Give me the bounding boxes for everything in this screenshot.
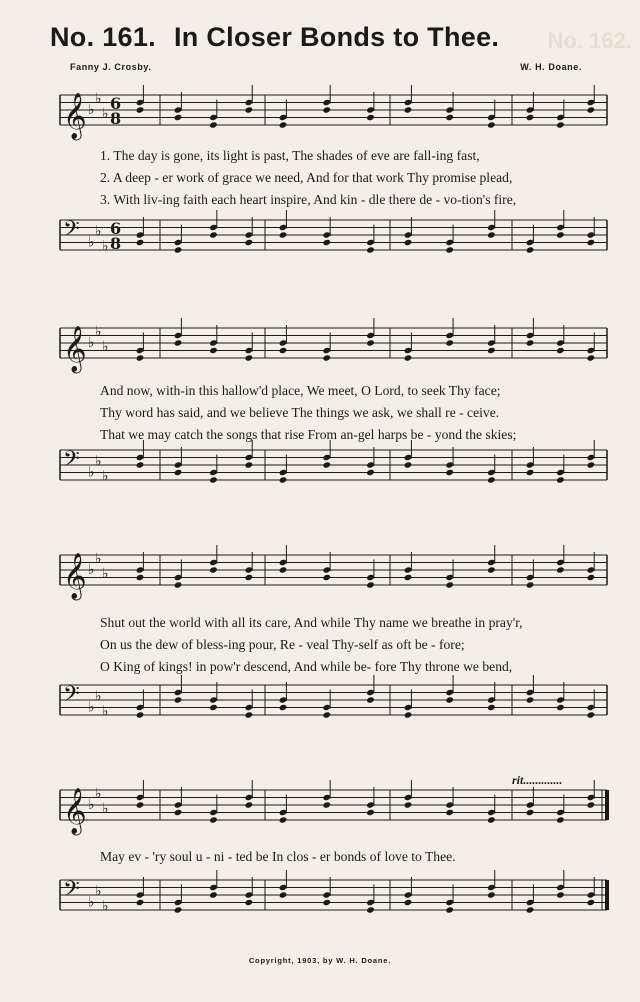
svg-text:6: 6 [110,94,122,113]
svg-text:♭: ♭ [95,453,102,470]
svg-text:8: 8 [110,109,122,128]
staff-lines [60,328,607,358]
bleed-through-text: No. 162. [547,28,632,53]
note-heads [136,545,595,589]
svg-text:♭: ♭ [102,565,109,582]
bass-clef-icon: 𝄢 [63,217,80,247]
lyrics-system-2 [100,380,600,446]
svg-text:♭: ♭ [88,699,95,716]
lyric-line: 2. A deep - er work of grace we need, And for that work Thy promise plead, [100,170,513,185]
lyricist-credit: Fanny J. Crosby. [70,62,152,72]
svg-text:♭: ♭ [95,323,102,340]
lyric-line: That we may catch the songs that rise From an-gel harps be - yond the skies; [100,427,517,442]
svg-text:♭: ♭ [95,223,102,240]
lyrics-system-4 [100,846,600,868]
svg-text:♭: ♭ [95,688,102,705]
time-signature [110,94,121,128]
svg-text:♭: ♭ [88,234,95,251]
svg-text:♭: ♭ [102,898,109,915]
bass-clef-icon: 𝄢 [63,682,80,712]
lyric-line: And now, with-in this hallow'd place, We meet, O Lord, to seek Thy face; [100,383,501,398]
lyrics-system-3 [100,612,600,678]
treble-staff-system-1 [0,85,640,145]
lyric-line: May ev - 'ry soul u - ni - ted be In clos - er bonds of love to Thee. [100,849,456,864]
svg-text:♭: ♭ [95,550,102,567]
lyric-line: O King of kings! in pow'r descend, And while be- fore Thy throne we bend, [100,659,513,674]
svg-text:8: 8 [110,234,122,253]
svg-text:♭: ♭ [88,894,95,911]
bass-staff-system-4 [0,870,640,940]
svg-text:♭: ♭ [102,800,109,817]
staff-lines [60,685,607,715]
hymn-title: In Closer Bonds to Thee. [173,22,500,52]
note-heads [136,318,595,362]
treble-clef-icon: 𝄞 [63,553,87,599]
svg-text:♭: ♭ [102,105,109,122]
lyric-line: On us the dew of bless-ing pour, Re - veal Thy-self as oft be - fore; [100,637,465,652]
bass-clef-icon: 𝄢 [63,877,80,907]
note-heads [136,780,595,824]
bass-staff-system-3 [0,675,640,755]
note-heads [136,85,595,129]
note-heads [136,210,595,254]
hymn-title-line [50,22,499,53]
bass-clef-icon: 𝄢 [63,447,80,477]
lyrics-system-1 [100,145,600,211]
svg-text:♭: ♭ [88,335,95,351]
svg-text:♭: ♭ [102,238,109,255]
svg-text:♭: ♭ [102,338,109,355]
note-heads [136,675,595,719]
treble-clef-icon: 𝄞 [63,93,87,139]
svg-text:6: 6 [110,219,122,238]
bass-staff-system-1 [0,210,640,280]
svg-text:♭: ♭ [95,785,102,802]
svg-text:♭: ♭ [102,703,109,720]
lyric-line: Shut out the world with all its care, And while Thy name we breathe in pray'r, [100,615,523,630]
ritardando-marking: rit............. [512,773,563,787]
treble-staff-system-2 [0,318,640,378]
bass-staff-system-2 [0,440,640,510]
svg-text:♭: ♭ [88,562,95,578]
treble-clef-icon: 𝄞 [63,326,87,372]
copyright-notice: Copyright, 1903, by W. H. Doane. [248,956,392,965]
hymn-number: No. 161. [50,22,156,52]
composer-credit: W. H. Doane. [520,62,582,72]
lyric-line: 1. The day is gone, its light is past, The shades of eve are fall-ing fast, [100,148,480,163]
svg-text:♭: ♭ [88,464,95,481]
svg-text:♭: ♭ [102,468,109,485]
lyric-line: 3. With liv-ing faith each heart inspire, And kin - dle there de - vo-tion's fire, [100,192,517,207]
treble-staff-system-3 [0,545,640,615]
svg-text:♭: ♭ [95,90,102,107]
treble-clef-icon: 𝄞 [63,788,87,834]
note-heads [136,440,595,484]
note-heads [136,870,595,914]
svg-text:♭: ♭ [88,102,95,118]
treble-staff-system-4 [0,780,640,844]
lyric-line: Thy word has said, and we believe The things we ask, we shall re - ceive. [100,405,500,420]
svg-text:♭: ♭ [88,797,95,813]
svg-text:♭: ♭ [95,883,102,900]
time-signature [110,219,121,253]
